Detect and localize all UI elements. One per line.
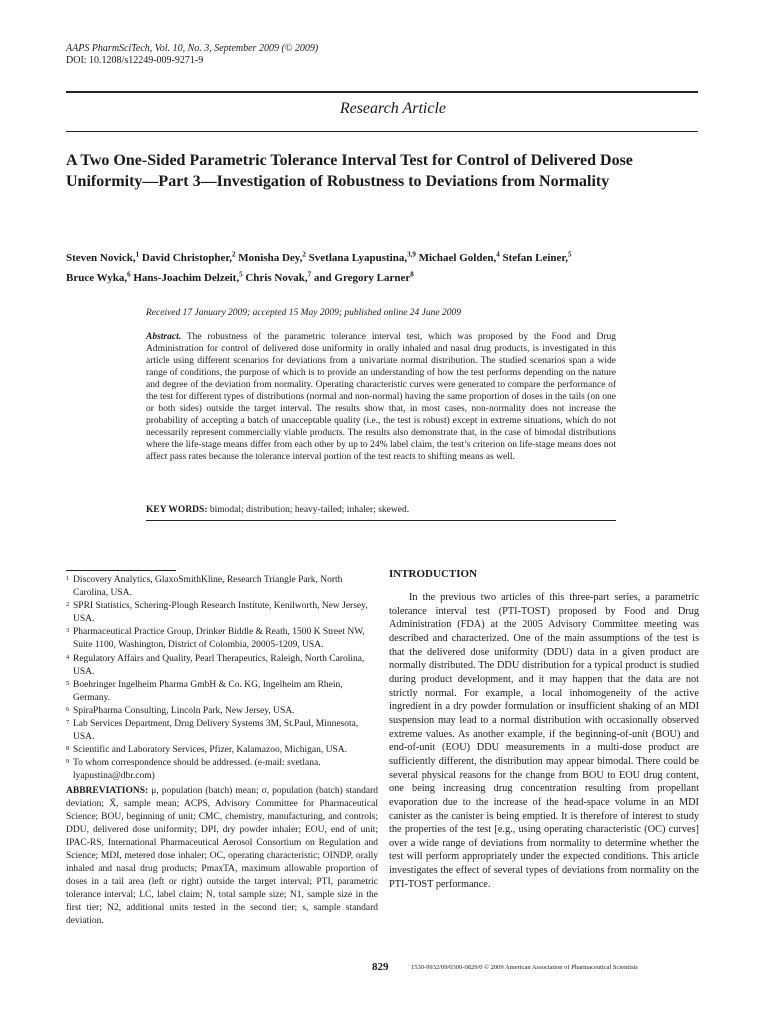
abbreviations-text: μ, population (batch) mean; σ, population (batch) standard deviation; X̄, sample mean; ACPS, Advisory Committee for Pharmaceutical Science; BOU, beginning of unit; CMC, chemistry, manufacturing, and controls; DDU, delivered dose uniformity; DPI, dry powder inhaler; EOU, end of unit; IPAC-RS, International Pharmaceutical Aerosol Consortium on Regulation and Science; MDI, metered dose inhaler; OC, operating characteristic; OINDP, orally inhaled and nasal drug products; PmaxTA, maximum allowable proportion of doses in a tail area (left or right) outside the target interval; PTI, parametric tolerance interval; LC, label claim; N, total sample size; N1, sample size in the first tier; N2, additional units tested in the second tier; s, sample standard deviation. xyxy=(66,785,378,927)
received-dates: Received 17 January 2009; accepted 15 May 2009; published online 24 June 2009 xyxy=(146,308,461,318)
abstract-bottom-rule xyxy=(146,520,616,521)
author: Steven Novick,$^1$ xyxy=(66,250,140,264)
affiliation: 1 Discovery Analytics, GlaxoSmithKline, Research Triangle Park, North Carolina, USA. xyxy=(66,575,343,599)
doi: DOI: 10.1208/s12249-009-9271-9 xyxy=(66,55,204,66)
author: Bruce Wyka,$^6$ xyxy=(66,270,131,285)
footnotes-column xyxy=(66,574,378,929)
introduction-column xyxy=(389,568,699,891)
article-title: A Two One-Sided Parametric Tolerance Interval Test for Control of Delivered Dose Uniformity—Part 3—Investigation of Robustness to Deviations from Normality xyxy=(66,152,633,190)
keywords xyxy=(146,505,409,515)
journal-citation: AAPS PharmSciTech, Vol. 10, No. 3, September 2009 (© 2009) xyxy=(66,43,319,54)
introduction-text: In the previous two articles of this three-part series, a parametric tolerance interval test (PTI-TOST) proposed by Food and Drug Administration (FDA) at the 2005 Advisory Committee meeting was described and characterized. One of the main assumptions of the test is that the delivered dose uniformity (DDU) data in a given product are normally distributed. The DDU distribution for a typical product is studied during product development, and it may happen that the data are not strictly normal. For example, a local inhomogeneity of the active ingredient in a dry powder formulation or insufficient shaking of an MDI suspension may lead to a normal distribution with occasionally observed extreme values. As another example, if the beginning-of-unit (BOU) and end-of-unit (EOU) DDU measurements in a multi-dose product are sufficiently different, the distribution may appear bimodal. There could be several physical reasons for the change from BOU to EOU drug content, one being increasing drug concentration resulting from propellant evaporation due to the increase of the head-space volume in an MDI canister as the canister is being emptied. It is therefore of interest to study the properties of the test [e.g., using operating characteristic (OC) curves] over a wide range of deviations from normality to determine whether the test will perform appropriately under the expected conditions. This article investigates the effect of several types of deviations from normality on the PTI-TOST performance. xyxy=(389,592,699,890)
keywords-text: bimodal; distribution; heavy-tailed; inhaler; skewed. xyxy=(209,505,410,515)
abstract-text: The robustness of the parametric tolerance interval test, which was proposed by the Food and Drug Administration for control of delivered dose uniformity in orally inhaled and nasal drug products, is investigated in this article using different scenarios for deviations from a univariate normal distribution. The studied scenarios span a wide range of conditions, the purpose of which is to provide an understanding of how the test performs depending on the nature and degree of the deviation from normality. Operating characteristic curves were generated to compare the performance of the test for different types of distributions (normal and non-normal) having the same proportion of doses in the tails (on one or both sides) outside the target interval. The results show that, in most cases, non-normality does not increase the probability of accepting a batch of unacceptable quality (i.e., the test is robust) except in extreme situations, which do not necessarily represent commercially viable products. The results also demonstrate that, in the case of bimodal distributions where the life-stage means differ from each other by up to 24% label claim, the test’s criterion on life-stage means does not affect pass rates because the tolerance interval portion of the test reacts to shifting means as well. xyxy=(146,332,616,463)
header-rule-bottom xyxy=(66,131,698,132)
affiliation-correspondence: 9 To whom correspondence should be addressed. (e-mail: svetlana. lyapustina@dbr.com) xyxy=(66,758,321,782)
affiliation: 2 SPRI Statistics, Schering-Plough Research Institute, Kenilworth, New Jersey, USA. xyxy=(66,601,368,625)
author: and Gregory Larner$^8$ xyxy=(313,270,414,285)
affiliation: 4 Regulatory Affairs and Quality, Pearl Therapeutics, Raleigh, North Carolina, USA. xyxy=(66,653,365,677)
author: Hans-Joachim Delzeit,$^5$ xyxy=(133,270,243,285)
keywords-label: KEY WORDS: xyxy=(146,505,208,515)
affiliation: 3 Pharmaceutical Practice Group, Drinker Biddle & Reath, 1500 K Street NW, Suite 1100, Washington, District of Colombia, 20005-1209, USA. xyxy=(66,627,365,651)
author: Michael Golden,$^4$ xyxy=(418,250,500,264)
abstract-label: Abstract. xyxy=(146,332,182,342)
journal-header xyxy=(66,43,318,67)
author: Chris Novak,$^7$ xyxy=(245,270,312,285)
page-number: 829 xyxy=(372,961,389,973)
affiliation: 6 SpiraPharma Consulting, Lincoln Park, New Jersey, USA. xyxy=(66,705,295,716)
affiliation: 7 Lab Services Department, Drug Delivery Systems 3M, St.Paul, Minnesota, USA. xyxy=(66,719,359,743)
copyright-line: 1530-9932/09/0300-0829/0 © 2009 American Association of Pharmaceutical Scientists xyxy=(411,964,638,971)
affiliation: 8 Scientific and Laboratory Services, Pfizer, Kalamazoo, Michigan, USA. xyxy=(66,745,347,756)
abbreviations xyxy=(66,785,378,929)
affiliation: 5 Boehringer Ingelheim Pharma GmbH & Co. KG, Ingelheim am Rhein, Germany. xyxy=(66,679,343,703)
author: Stefan Leiner,$^5$ xyxy=(502,250,572,264)
author: Monisha Dey,$^2$ xyxy=(238,250,306,264)
footnote-rule xyxy=(66,570,176,571)
header-rule-top xyxy=(66,91,698,93)
section-type: Research Article xyxy=(339,100,446,117)
abstract xyxy=(146,331,616,464)
author: Svetlana Lyapustina,$^{3,9}$ xyxy=(308,250,416,264)
introduction-heading: INTRODUCTION xyxy=(389,568,478,580)
author-list xyxy=(66,246,706,287)
author: David Christopher,$^2$ xyxy=(141,250,236,264)
abbreviations-label: ABBREVIATIONS: xyxy=(66,785,149,796)
